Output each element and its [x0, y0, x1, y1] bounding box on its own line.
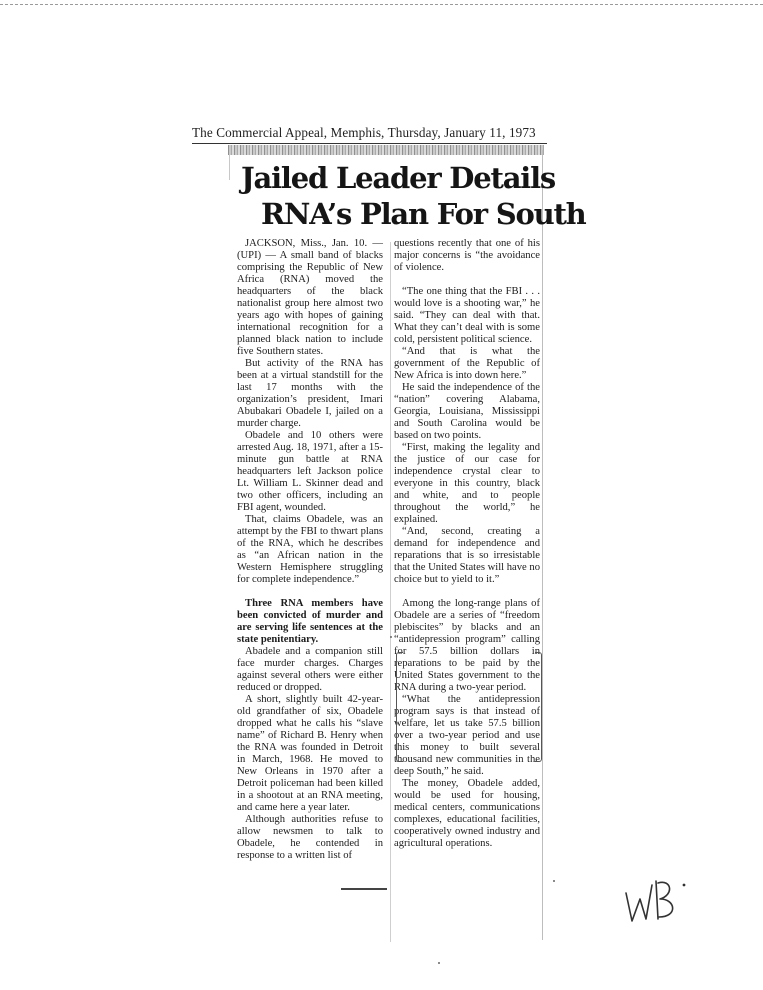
article-column-2: [394, 238, 540, 850]
section-dash-mark: [341, 888, 387, 890]
initials-drawing: [620, 855, 700, 935]
headline-line-2: RNA’s Plan For South: [261, 197, 586, 231]
paragraph: But activity of the RNA has been at a virtual standstill for the last 17 months with the organization’s president, Imari Abubakari Obadele I, jailed on a murder charge.: [237, 358, 383, 429]
handwritten-bracket-left: [396, 652, 403, 762]
clipping-right-edge: [542, 150, 543, 940]
scan-speck: [438, 962, 440, 964]
paragraph: That, claims Obadele, was an attempt by the FBI to thwart plans of the RNA, which he describes as “an African nation in the Western Hemisphere struggling for complete independence.”: [237, 514, 383, 585]
handwritten-initials: [620, 855, 700, 935]
article-headline: [233, 160, 586, 232]
article-column-1: [237, 238, 383, 862]
clipping-cut-edge: [228, 145, 544, 155]
scan-speck: [553, 880, 555, 882]
paragraph: “First, making the legality and the justice of our case for independence crystal clear to everyone in this country, black and white, and to people throughout the world,” he explained.: [394, 442, 540, 525]
paragraph: JACKSON, Miss., Jan. 10. — (UPI) — A small band of blacks comprising the Republic of New Africa (RNA) moved the headquarters of the black nationalist group here almost two years ago with hopes of gaining international recognition for a planned black nation to include five Southern states.: [237, 238, 383, 357]
paragraph: Among the long-range plans of Obadele are a series of “freedom plebiscites” by blacks and an “antidepression program” calling for 57.5 billion dollars in reparations to be paid by the United States government to the RNA during a two-year period.: [394, 598, 540, 693]
paragraph: The money, Obadele added, would be used for housing, medical centers, communications complexes, educational facilities, cooperatively owned industry and agricultural operations.: [394, 778, 540, 849]
scan-top-border: [0, 4, 763, 5]
column-divider: [390, 242, 391, 942]
paragraph: Although authorities refuse to allow newsmen to talk to Obadele, he contended in response to a written list of: [237, 814, 383, 861]
paragraph: Three RNA members have been convicted of murder and are serving life sentences at the state penitentiary.: [237, 598, 383, 645]
paragraph: Obadele and 10 others were arrested Aug. 18, 1971, after a 15-minute gun battle at RNA headquarters left Jackson police Lt. William L. Skinner dead and two other officers, including an FBI agent, wounded.: [237, 430, 383, 513]
headline-line-1: Jailed Leader Details: [241, 161, 556, 195]
paragraph: “The one thing that the FBI . . . would love is a shooting war,” he said. “They can deal with that. What they can’t deal with is some cold, persistent political science.: [394, 286, 540, 345]
paragraph: A short, slightly built 42-year-old grandfather of six, Obadele dropped what he calls his “slave name” of Richard B. Henry when the RNA was founded in Detroit in March, 1968. He moved to New Orleans in 1970 after a Detroit policeman had been killed in a shootout at an RNA meeting, and came here a year later.: [237, 694, 383, 813]
paragraph: Abadele and a companion still face murder charges. Charges against several others were either reduced or dropped.: [237, 646, 383, 693]
scan-speck: [390, 636, 392, 638]
handwritten-bracket-right: [535, 652, 542, 762]
paragraph: “And that is what the government of the Republic of New Africa is into down here.”: [394, 346, 540, 381]
paragraph: He said the independence of the “nation” covering Alabama, Georgia, Louisiana, Mississippi and South Carolina would be based on two points.: [394, 382, 540, 441]
paragraph: “What the antidepression program says is that instead of welfare, let us take 57.5 billion over a two-year period and use this money to built several thousand new communities in the deep South,” he said.: [394, 694, 540, 777]
paragraph: “And, second, creating a demand for independence and reparations that is so irresistable that the United States will have no choice but to yield to it.”: [394, 526, 540, 585]
clipping-left-edge: [229, 150, 230, 180]
newspaper-masthead: The Commercial Appeal, Memphis, Thursday, January 11, 1973: [192, 125, 536, 140]
masthead-rule: [192, 143, 547, 144]
paragraph: questions recently that one of his major concerns is “the avoidance of violence.: [394, 238, 540, 273]
